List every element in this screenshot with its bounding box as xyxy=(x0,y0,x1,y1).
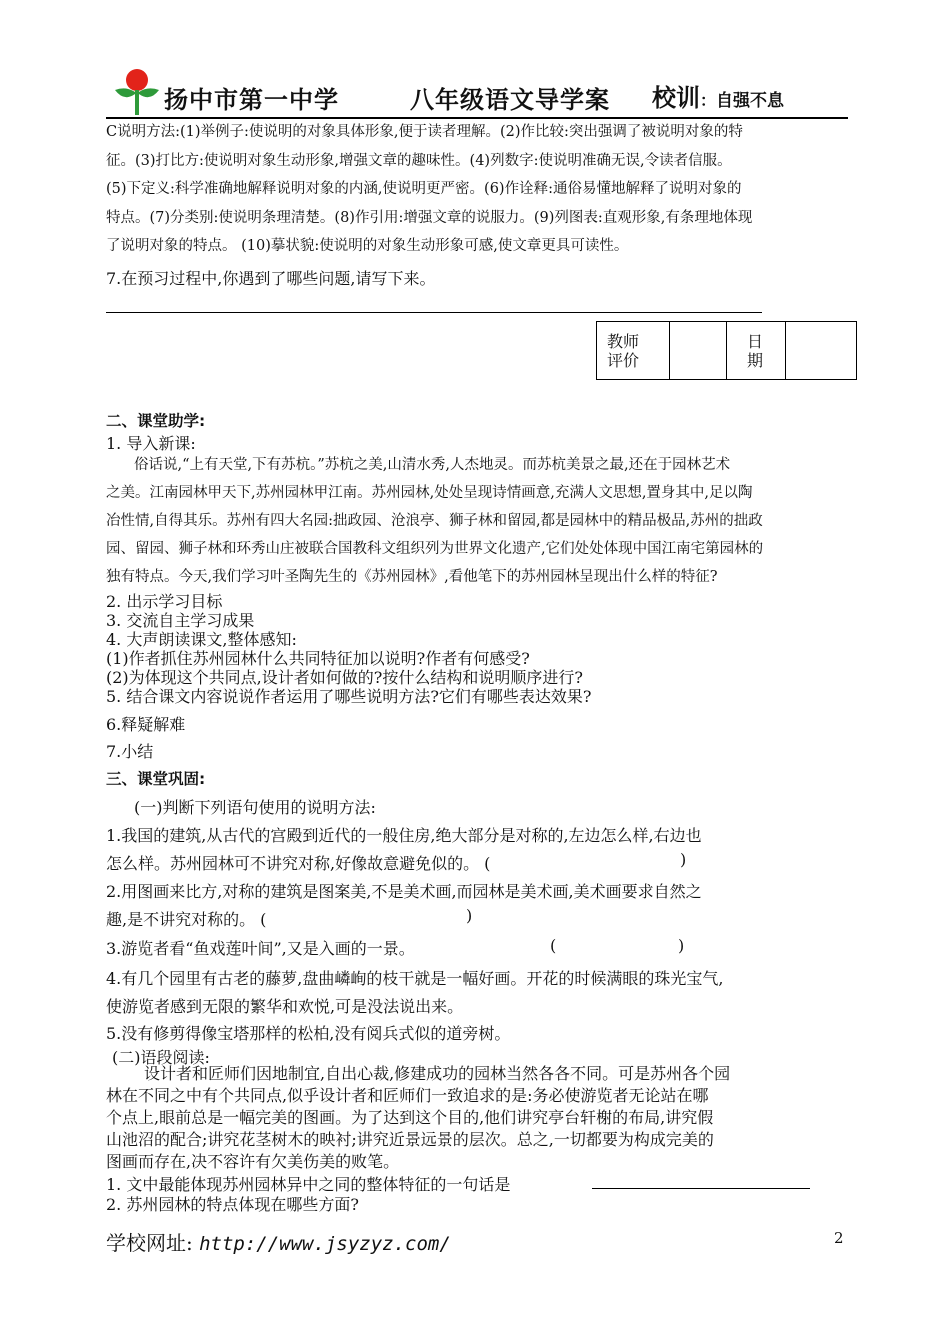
list-item: (2)为体现这个共同点,设计者如何做的?按什么结构和说明顺序进行? xyxy=(106,668,583,687)
study-steps xyxy=(106,592,592,706)
reading-question-2: 2. 苏州园林的特点体现在哪些方面? xyxy=(106,1195,359,1214)
school-motto: 校训：自强不息 xyxy=(652,84,785,112)
preview-question: 7.在预习过程中,你遇到了哪些问题,请写下来。 xyxy=(106,269,436,288)
intro-line: 冶性情,自得其乐。苏州有四大名园:拙政园、沧浪亭、狮子林和留园,都是园林中的精品极品,苏州的拙政 xyxy=(106,513,763,529)
teacher-evaluation-cell[interactable] xyxy=(670,322,727,380)
website-label: 学校网址: xyxy=(106,1231,193,1255)
methods-line: 特点。(7)分类别:使说明条理清楚。(8)作引用:增强文章的说服力。(9)列图表:直观形象,有条理地体现 xyxy=(106,209,753,226)
methods-line: 征。(3)打比方:使说明对象生动形象,增强文章的趣味性。(4)列数字:使说明准确无误,令读者信服。 xyxy=(106,152,732,169)
answer-blank-3-open[interactable]: ( xyxy=(550,936,557,955)
list-item: 4. 大声朗读课文,整体感知: xyxy=(106,630,297,649)
date-label: 日 期 xyxy=(727,322,786,380)
list-item: 5. 结合课文内容说说作者运用了哪些说明方法?它们有哪些表达效果? xyxy=(106,687,592,706)
school-website xyxy=(106,1227,451,1256)
page-number: 2 xyxy=(834,1229,844,1247)
section-2-title: 二、课堂助学: xyxy=(106,412,206,430)
website-url[interactable]: http://www.jsyzyz.com/ xyxy=(199,1233,451,1255)
intro-paragraph xyxy=(106,451,763,591)
intro-line: 园、留园、狮子林和环秀山庄被联合国教科文组织列为世界文化遗产,它们处处体现中国江南宅第园林的 xyxy=(106,541,764,557)
methods-paragraph xyxy=(106,118,752,261)
passage-line: 个点上,眼前总是一幅完美的图画。为了达到这个目的,他们讲究亭台轩榭的布局,讲究假 xyxy=(106,1108,714,1127)
passage-line: 林在不同之中有个共同点,似乎设计者和匠师们一致追求的是:务必使游览者无论站在哪 xyxy=(106,1086,709,1105)
list-item: 6.释疑解难 xyxy=(106,715,186,734)
section-3-title: 三、课堂巩固: xyxy=(106,770,206,788)
list-item: (1)作者抓住苏州园林什么共同特征加以说明?作者有何感受? xyxy=(106,649,530,668)
school-name: 扬中市第一中学 xyxy=(164,86,339,114)
document-title: 八年级语文导学案 xyxy=(410,86,610,114)
exercise-1-heading: (一)判断下列语句使用的说明方法: xyxy=(134,798,376,817)
answer-line[interactable] xyxy=(592,1188,810,1189)
answer-blank-1[interactable]: ) xyxy=(680,850,687,869)
motto-label: 校训 xyxy=(652,84,700,112)
exercise-2-heading: (二)语段阅读: xyxy=(112,1048,210,1067)
teacher-evaluation-label: 教师 评价 xyxy=(597,322,670,380)
list-item: 2. 出示学习目标 xyxy=(106,592,223,611)
motto-text: 自强不息 xyxy=(716,91,785,111)
school-logo xyxy=(112,68,162,116)
sentence-4: 4.有几个园里有古老的藤萝,盘曲嶙峋的枝干就是一幅好画。开花的时候满眼的珠光宝气, 使游览者感到无限的繁华和欢悦,可是没法说出来。 xyxy=(106,969,724,1016)
passage-line: 图画而存在,决不容许有欠美伤美的败笔。 xyxy=(106,1152,400,1171)
sentence-2: 2.用图画来比方,对称的建筑是图案美,不是美术画,而园林是美术画,美术画要求自然之 趣,是不讲究对称的。 ( xyxy=(106,882,702,929)
methods-line: (5)下定义:科学准确地解释说明对象的内涵,使说明更严密。(6)作诠释:通俗易懂地解释了说明对象的 xyxy=(106,181,742,197)
answer-blank-2[interactable]: ) xyxy=(466,906,473,925)
reading-passage xyxy=(106,1063,730,1173)
answer-blank-3-close[interactable]: ) xyxy=(678,936,685,955)
intro-line: 独有特点。今天,我们学习叶圣陶先生的《苏州园林》,看他笔下的苏州园林呈现出什么样的特征? xyxy=(106,569,718,585)
answer-line[interactable] xyxy=(106,312,762,313)
reading-question-1: 1. 文中最能体现苏州园林异中之同的整体特征的一句话是 xyxy=(106,1175,511,1194)
passage-line: 山池沼的配合;讲究花茎树木的映衬;讲究近景远景的层次。总之,一切都要为构成完美的 xyxy=(106,1130,714,1149)
teacher-evaluation-table xyxy=(596,321,857,380)
intro-heading: 1. 导入新课: xyxy=(106,434,196,453)
methods-line: C说明方法:(1)举例子:使说明的对象具体形象,便于读者理解。(2)作比较:突出强调了被说明对象的特 xyxy=(106,124,743,140)
sentence-1: 1.我国的建筑,从古代的宫殿到近代的一般住房,绝大部分是对称的,左边怎么样,右边也 怎么样。苏州园林可不讲究对称,好像故意避免似的。 ( xyxy=(106,826,702,873)
date-cell[interactable] xyxy=(786,322,857,380)
list-item: 7.小结 xyxy=(106,742,154,761)
intro-line: 俗话说,“上有天堂,下有苏杭。”苏杭之美,山清水秀,人杰地灵。而苏杭美景之最,还在于园林艺术 xyxy=(134,457,731,473)
sentence-5: 5.没有修剪得像宝塔那样的松柏,没有阅兵式似的道旁树。 xyxy=(106,1024,511,1043)
methods-line: 了说明对象的特点。 (10)摹状貌:使说明的对象生动形象可感,使文章更具可读性。 xyxy=(106,238,629,254)
list-item: 3. 交流自主学习成果 xyxy=(106,611,255,630)
passage-line: 设计者和匠师们因地制宜,自出心裁,修建成功的园林当然各各不同。可是苏州各个园 xyxy=(144,1064,731,1083)
intro-line: 之美。江南园林甲天下,苏州园林甲江南。苏州园林,处处呈现诗情画意,充满人文思想,置身其中,足以陶 xyxy=(106,485,753,501)
sentence-3: 3.游览者看“鱼戏莲叶间”,又是入画的一景。 xyxy=(106,939,415,958)
